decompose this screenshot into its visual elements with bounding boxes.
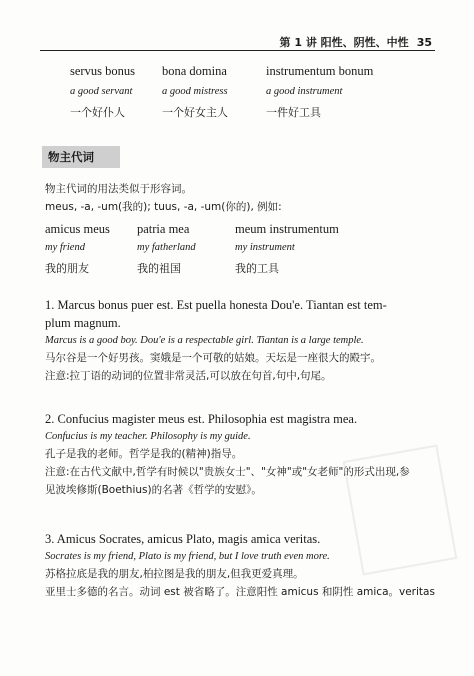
chinese-translation: 苏格拉底是我的朋友,柏拉图是我的朋友,但我更爱真理。 — [45, 568, 304, 580]
latin-example: bona domina — [162, 64, 227, 78]
note-text: 注意:在古代文献中,哲学有时候以"贵族女士"、"女神"或"女老师"的形式出现,参 — [45, 466, 410, 478]
forms-text: meus, -a, -um(我的); tuus, -a, -um(你的), 例如: — [45, 201, 282, 213]
chapter-title: 第 1 讲 阳性、阴性、中性 — [279, 36, 409, 49]
english-example: my instrument — [235, 242, 295, 253]
english-translation: Marcus is a good boy. Dou'e is a respectable girl. Tiantan is a large temple. — [45, 335, 364, 346]
latin-example: patria mea — [137, 222, 190, 236]
section-intro — [45, 180, 440, 216]
english-example: my friend — [45, 242, 85, 253]
chinese-example: 我的朋友 — [45, 262, 89, 275]
english-translation: Confucius is my teacher. Philosophy is my guide. — [45, 431, 251, 442]
intro-text: 物主代词的用法类似于形容词。 — [45, 183, 192, 195]
chinese-translation: 孔子是我的老师。哲学是我的(精神)指导。 — [45, 448, 243, 460]
running-header — [280, 34, 432, 50]
chinese-example: 一个好女主人 — [162, 106, 228, 119]
note-text: 注意:拉丁语的动词的位置非常灵活,可以放在句首,句中,句尾。 — [45, 370, 332, 382]
latin-sentence: 2. Confucius magister meus est. Philosophia est magistra mea. — [45, 412, 358, 426]
chinese-translation: 马尔谷是一个好男孩。窦娥是一个可敬的姑娘。天坛是一座很大的殿宇。 — [45, 352, 381, 364]
watermark-seal — [343, 445, 458, 576]
latin-example: meum instrumentum — [235, 222, 339, 236]
latin-example: amicus meus — [45, 222, 110, 236]
note-text: 亚里士多德的名言。动词 est 被省略了。注意阳性 amicus 和阴性 amica。veritas — [45, 586, 435, 598]
english-example: my fatherland — [137, 242, 196, 253]
header-rule — [40, 50, 435, 51]
latin-sentence: 1. Marcus bonus puer est. Est puella honesta Dou'e. Tiantan est tem- — [45, 298, 387, 312]
sentence-block-1 — [45, 296, 440, 385]
latin-example: servus bonus — [70, 64, 135, 78]
english-example: a good instrument — [266, 86, 343, 97]
chinese-example: 我的祖国 — [137, 262, 181, 275]
english-example: a good servant — [70, 86, 133, 97]
section-title: 物主代词 — [48, 150, 94, 164]
latin-sentence: 3. Amicus Socrates, amicus Plato, magis amica veritas. — [45, 532, 321, 546]
latin-example: instrumentum bonum — [266, 64, 374, 78]
page-number: 35 — [416, 36, 432, 49]
latin-sentence: plum magnum. — [45, 316, 121, 330]
note-text: 见波埃修斯(Boethius)的名著《哲学的安慰》。 — [45, 484, 262, 496]
chinese-example: 一个好仆人 — [70, 106, 125, 119]
english-translation: Socrates is my friend, Plato is my friend, but I love truth even more. — [45, 551, 330, 562]
chinese-example: 一件好工具 — [266, 106, 321, 119]
chinese-example: 我的工具 — [235, 262, 279, 275]
section-title-box — [42, 146, 120, 168]
english-example: a good mistress — [162, 86, 228, 97]
